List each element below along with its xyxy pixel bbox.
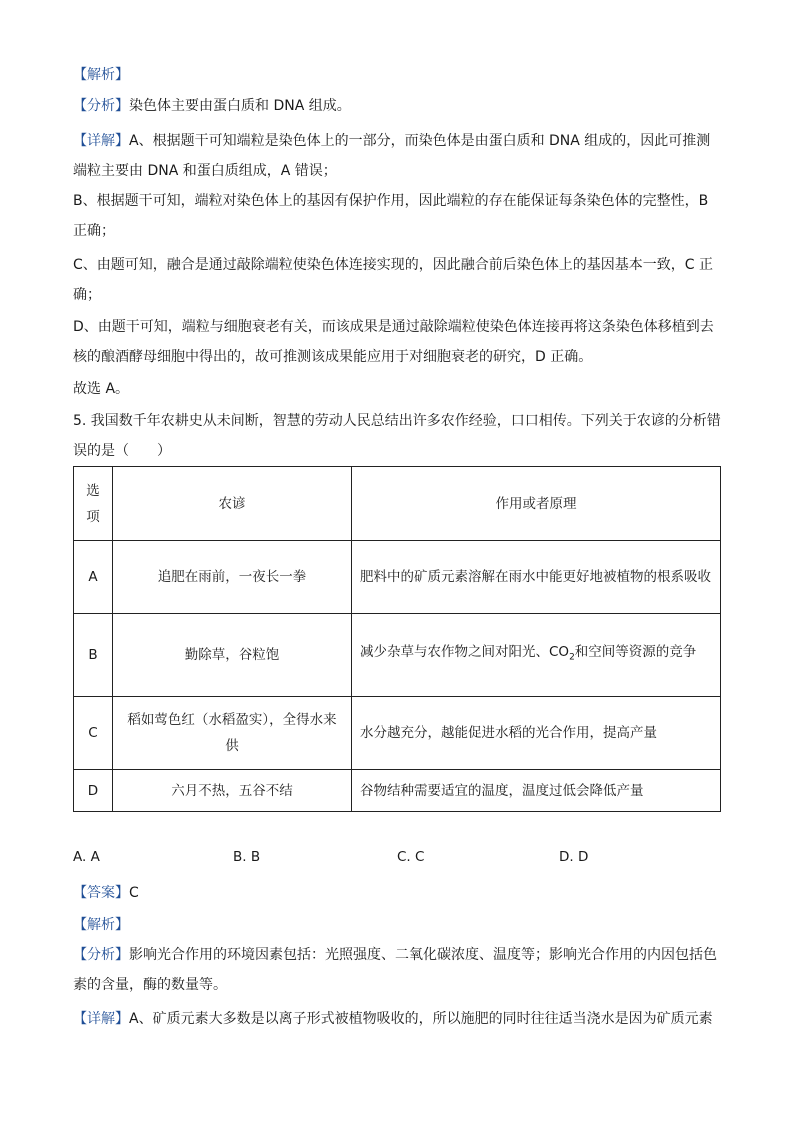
- row-principle: 谷物结种需要适宜的温度，温度过低会降低产量: [352, 770, 721, 812]
- row-proverb: 勤除草，谷粒饱: [113, 614, 352, 697]
- proverb-table: [73, 466, 721, 812]
- choice-d: D. D: [559, 849, 589, 865]
- analysis-fenxi-2: 【分析】影响光合作用的环境因素包括：光照强度、二氧化碳浓度、温度等；影响光合作用的内因包括色素的含量，酶的数量等。: [73, 947, 717, 993]
- table-row: [74, 541, 721, 614]
- co2-formula: $CO_2$: [549, 644, 575, 663]
- header-principle: 作用或者原理: [352, 467, 721, 541]
- analysis-xiangjie-2: 【详解】A、矿质元素大多数是以离子形式被植物吸收的，所以施肥的同时往往适当浇水是因为矿质元素: [73, 1011, 713, 1027]
- table-row: [74, 770, 721, 812]
- row-option: A: [74, 541, 113, 614]
- analysis-xiangjie-a: 【详解】A、根据题干可知端粒是染色体上的一部分，而染色体是由蛋白质和 DNA 组成的，因此可推测端粒主要由 DNA 和蛋白质组成，A 错误；: [73, 133, 711, 179]
- choice-a: A. A: [73, 849, 100, 865]
- table-row: [74, 697, 721, 770]
- answer-choices: [73, 849, 723, 871]
- row-proverb: 追肥在雨前，一夜长一拳: [113, 541, 352, 614]
- analysis-heading: 【解析】: [73, 67, 129, 83]
- header-option: 选项: [74, 467, 113, 541]
- row-principle: 减少杂草与农作物之间对阳光、$CO_2$和空间等资源的竞争: [352, 614, 721, 697]
- question-5-stem: 5. 我国数千年农耕史从未间断，智慧的劳动人民总结出许多农作经验，口口相传。下列关于农谚的分析错误的是（ ）: [73, 413, 721, 459]
- analysis-xiangjie-c: C、由题可知，融合是通过敲除端粒使染色体连接实现的，因此融合前后染色体上的基因基本一致，C 正确；: [73, 257, 713, 303]
- row-principle: 肥料中的矿质元素溶解在雨水中能更好地被植物的根系吸收: [352, 541, 721, 614]
- row-proverb: 稻如莺色红（水稻盈实），全得水来供: [113, 697, 352, 770]
- header-proverb: 农谚: [113, 467, 352, 541]
- row-proverb: 六月不热，五谷不结: [113, 770, 352, 812]
- analysis-fenxi: 【分析】染色体主要由蛋白质和 DNA 组成。: [73, 98, 351, 114]
- row-principle: 水分越充分，越能促进水稻的光合作用，提高产量: [352, 697, 721, 770]
- analysis-heading-2: 【解析】: [73, 917, 129, 933]
- choice-c: C. C: [397, 849, 425, 865]
- analysis-xiangjie-d: D、由题干可知，端粒与细胞衰老有关，而该成果是通过敲除端粒使染色体连接再将这条染色体移植到去核的酿酒酵母细胞中得出的，故可推测该成果能应用于对细胞衰老的研究，D 正确。: [73, 319, 714, 365]
- analysis-conclusion: 故选 A。: [73, 381, 130, 397]
- table-row: [74, 614, 721, 697]
- row-option: C: [74, 697, 113, 770]
- table-header-row: [74, 467, 721, 541]
- answer-line: 【答案】C: [73, 885, 139, 901]
- row-option: D: [74, 770, 113, 812]
- row-option: B: [74, 614, 113, 697]
- analysis-xiangjie-b: B、根据题干可知，端粒对染色体上的基因有保护作用，因此端粒的存在能保证每条染色体的完整性，B 正确；: [73, 193, 709, 239]
- choice-b: B. B: [233, 849, 261, 865]
